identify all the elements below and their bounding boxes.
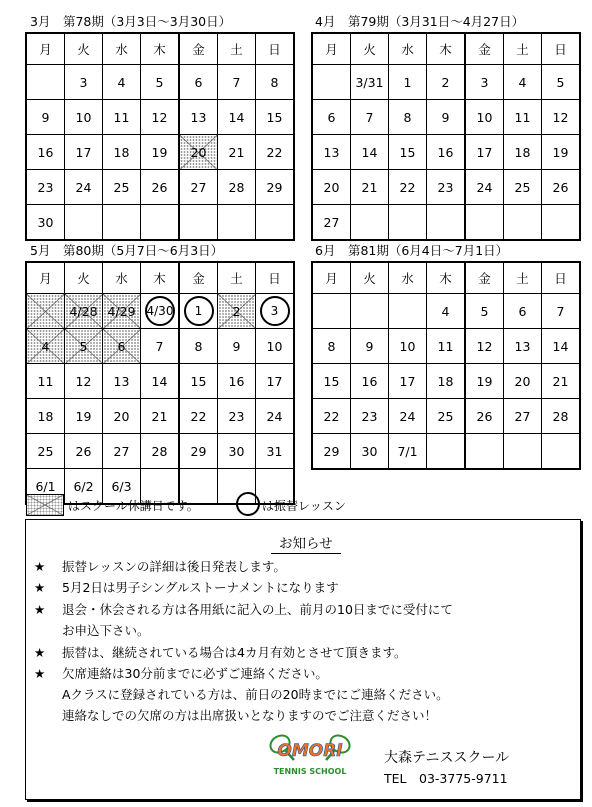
notice-item <box>34 666 328 682</box>
calendar-day <box>351 205 389 241</box>
calendar-day <box>465 434 504 470</box>
makeup-circle-icon <box>236 492 260 516</box>
weekday-header: 火 <box>65 262 103 294</box>
calendar-day: 17 <box>389 364 427 399</box>
notice-box <box>25 519 581 800</box>
calendar-week-row <box>312 135 580 170</box>
calendar-day: 16 <box>427 135 466 170</box>
weekday-header: 土 <box>218 33 256 65</box>
calendar-day: 24 <box>65 170 103 205</box>
calendar-title-june: 6月 第81期（6月4日～7月1日） <box>315 243 509 258</box>
calendar-day: 22 <box>256 135 295 170</box>
weekday-header: 火 <box>65 33 103 65</box>
star-icon: ★ <box>34 559 46 574</box>
calendar-day: 2 <box>427 65 466 100</box>
calendar-week-row <box>312 364 580 399</box>
makeup-day-circle: 3 <box>260 296 290 326</box>
calendar-day: 10 <box>465 100 504 135</box>
calendar-day: 14 <box>351 135 389 170</box>
weekday-header: 日 <box>542 33 581 65</box>
weekday-header: 土 <box>504 262 542 294</box>
calendar-week-row <box>26 434 294 469</box>
notice-item <box>34 580 339 596</box>
calendar-day: 26 <box>141 170 180 205</box>
weekday-header: 火 <box>351 33 389 65</box>
calendar-week-row <box>26 399 294 434</box>
calendar-day: 24 <box>389 399 427 434</box>
calendar-day: 15 <box>312 364 351 399</box>
calendar-day <box>26 65 65 100</box>
calendar-week-row <box>26 65 294 100</box>
calendar-day: 28 <box>218 170 256 205</box>
calendar-day: 20 <box>504 364 542 399</box>
logo-main-text: OMORI <box>277 741 343 761</box>
calendar-april <box>311 32 581 241</box>
calendar-day: 10 <box>256 329 295 364</box>
calendar-day: 9 <box>218 329 256 364</box>
calendar-day <box>542 434 581 470</box>
calendar-day: 25 <box>103 170 141 205</box>
calendar-day: 19 <box>65 399 103 434</box>
calendar-day: 10 <box>65 100 103 135</box>
calendar-day: 18 <box>504 135 542 170</box>
calendar-day: 10 <box>389 329 427 364</box>
calendar-day: 28 <box>542 399 581 434</box>
weekday-header: 金 <box>465 262 504 294</box>
calendar-day: 15 <box>179 364 218 399</box>
calendar-day: 17 <box>465 135 504 170</box>
calendar-march <box>25 32 295 241</box>
calendar-day: 4 <box>103 65 141 100</box>
calendar-week-row <box>26 364 294 399</box>
weekday-header: 金 <box>179 33 218 65</box>
notice-item-text: 振替レッスンの詳細は後日発表します。 <box>62 559 286 574</box>
calendar-day: 13 <box>312 135 351 170</box>
calendar-day: 26 <box>65 434 103 469</box>
calendar-day: 22 <box>389 170 427 205</box>
star-icon: ★ <box>34 645 46 660</box>
calendar-day <box>26 294 65 329</box>
weekday-header: 月 <box>26 262 65 294</box>
weekday-header: 月 <box>26 33 65 65</box>
calendar-day <box>179 294 218 329</box>
calendar-day: 13 <box>103 364 141 399</box>
calendar-day: 3 <box>65 65 103 100</box>
notice-item <box>34 623 150 639</box>
notice-item-text: お申込下さい。 <box>62 623 150 638</box>
calendar-week-row <box>312 294 580 329</box>
calendar-day: 18 <box>26 399 65 434</box>
notice-item <box>34 559 286 575</box>
notice-item-text: 5月2日は男子シングルストーナメントになります <box>62 580 339 595</box>
calendar-week-row <box>26 135 294 170</box>
calendar-day: 11 <box>103 100 141 135</box>
calendar-day: 5 <box>141 65 180 100</box>
calendar-day: 30 <box>218 434 256 469</box>
weekday-header: 日 <box>256 262 295 294</box>
weekday-header-row <box>312 262 580 294</box>
calendar-day: 18 <box>103 135 141 170</box>
calendar-day: 8 <box>312 329 351 364</box>
makeup-day-circle: 4/30 <box>145 296 175 326</box>
calendar-day: 19 <box>141 135 180 170</box>
calendar-day <box>504 434 542 470</box>
calendar-day: 6 <box>504 294 542 329</box>
calendar-day <box>542 205 581 241</box>
calendar-day: 27 <box>504 399 542 434</box>
notice-item <box>34 708 437 724</box>
calendar-day: 23 <box>351 399 389 434</box>
calendar-day <box>389 294 427 329</box>
calendar-day: 4 <box>26 329 65 364</box>
calendar-day <box>256 205 295 241</box>
calendar-day <box>351 294 389 329</box>
calendar-day: 31 <box>256 434 295 469</box>
calendar-day: 20 <box>179 135 218 170</box>
weekday-header: 木 <box>141 262 180 294</box>
calendar-week-row <box>26 329 294 364</box>
calendar-day: 7/1 <box>389 434 427 470</box>
calendar-day: 6 <box>179 65 218 100</box>
calendar-day: 6/1 <box>26 469 65 505</box>
weekday-header: 水 <box>103 33 141 65</box>
school-name: 大森テニススクール <box>384 750 510 766</box>
calendar-day: 14 <box>542 329 581 364</box>
notice-item-text: 振替は、継続されている場合は4カ月有効とさせて頂きます。 <box>62 645 407 660</box>
notice-item-text: Aクラスに登録されている方は、前日の20時までにご連絡ください。 <box>62 687 449 702</box>
calendar-day: 7 <box>351 100 389 135</box>
calendar-day <box>141 294 180 329</box>
legend-holiday-text: はスクール休講日です。 <box>68 499 199 513</box>
calendar-day <box>465 205 504 241</box>
calendar-day: 15 <box>256 100 295 135</box>
weekday-header: 水 <box>389 33 427 65</box>
calendar-day: 22 <box>312 399 351 434</box>
calendar-day: 7 <box>141 329 180 364</box>
calendar-day: 6 <box>312 100 351 135</box>
calendar-day: 14 <box>141 364 180 399</box>
weekday-header: 月 <box>312 262 351 294</box>
calendar-day: 14 <box>218 100 256 135</box>
calendar-day: 19 <box>465 364 504 399</box>
calendar-week-row <box>312 205 580 241</box>
calendar-day <box>65 205 103 241</box>
calendar-day: 27 <box>103 434 141 469</box>
school-tel: TEL 03-3775-9711 <box>384 771 508 786</box>
calendar-day: 11 <box>427 329 466 364</box>
legend-makeup-text: は振替レッスン <box>262 499 346 513</box>
calendar-day: 29 <box>179 434 218 469</box>
logo-sub-text: TENNIS SCHOOL <box>273 767 347 776</box>
calendar-day: 23 <box>218 399 256 434</box>
notice-title: お知らせ <box>271 532 341 554</box>
calendar-day: 26 <box>542 170 581 205</box>
calendar-week-row <box>312 100 580 135</box>
weekday-header: 日 <box>256 33 295 65</box>
calendar-week-row <box>312 434 580 470</box>
calendar-day: 30 <box>26 205 65 241</box>
calendar-day: 19 <box>542 135 581 170</box>
calendar-day: 5 <box>542 65 581 100</box>
calendar-day: 4/28 <box>65 294 103 329</box>
notice-item <box>34 687 449 703</box>
calendar-may <box>25 261 295 505</box>
calendar-day: 9 <box>351 329 389 364</box>
makeup-day-circle: 1 <box>184 296 214 326</box>
calendar-day: 9 <box>26 100 65 135</box>
calendar-day: 27 <box>312 205 351 241</box>
calendar-day: 12 <box>542 100 581 135</box>
calendar-day: 21 <box>351 170 389 205</box>
calendar-day: 6/3 <box>103 469 141 505</box>
calendar-day: 29 <box>256 170 295 205</box>
calendar-day <box>427 434 466 470</box>
calendar-day: 2 <box>218 294 256 329</box>
weekday-header: 土 <box>504 33 542 65</box>
calendar-day: 5 <box>65 329 103 364</box>
calendar-week-row <box>26 100 294 135</box>
calendar-day: 17 <box>256 364 295 399</box>
calendar-day: 29 <box>312 434 351 470</box>
calendar-june <box>311 261 581 470</box>
notice-item <box>34 602 453 618</box>
calendar-day: 1 <box>389 65 427 100</box>
calendar-week-row <box>26 294 294 329</box>
calendar-day: 4 <box>427 294 466 329</box>
calendar-day: 12 <box>141 100 180 135</box>
calendar-week-row <box>312 170 580 205</box>
calendar-day: 4/29 <box>103 294 141 329</box>
calendar-day: 11 <box>26 364 65 399</box>
calendar-day: 3 <box>465 65 504 100</box>
calendar-day: 23 <box>26 170 65 205</box>
star-icon: ★ <box>34 580 46 595</box>
calendar-day: 11 <box>504 100 542 135</box>
weekday-header-row <box>26 262 294 294</box>
calendar-week-row <box>26 205 294 241</box>
calendar-day <box>312 294 351 329</box>
calendar-day: 9 <box>427 100 466 135</box>
calendar-day <box>141 205 180 241</box>
calendar-day: 8 <box>389 100 427 135</box>
calendar-day: 3/31 <box>351 65 389 100</box>
notice-item-text: 連絡なしでの欠席の方は出席扱いとなりますのでご注意ください！ <box>62 708 438 723</box>
calendar-day: 13 <box>179 100 218 135</box>
calendar-day: 7 <box>542 294 581 329</box>
calendar-day: 24 <box>256 399 295 434</box>
calendar-day: 30 <box>351 434 389 470</box>
weekday-header: 火 <box>351 262 389 294</box>
calendar-day <box>504 205 542 241</box>
calendar-day: 12 <box>465 329 504 364</box>
calendar-day: 21 <box>141 399 180 434</box>
weekday-header: 木 <box>427 33 466 65</box>
weekday-header: 金 <box>465 33 504 65</box>
calendar-title-may: 5月 第80期（5月7日～6月3日） <box>30 243 224 258</box>
calendar-day <box>389 205 427 241</box>
weekday-header: 水 <box>389 262 427 294</box>
holiday-swatch <box>26 494 64 516</box>
weekday-header: 木 <box>141 33 180 65</box>
calendar-day: 6/2 <box>65 469 103 505</box>
weekday-header-row <box>26 33 294 65</box>
calendar-day: 26 <box>465 399 504 434</box>
calendar-day: 27 <box>179 170 218 205</box>
calendar-day <box>103 205 141 241</box>
calendar-day: 15 <box>389 135 427 170</box>
calendar-day: 16 <box>351 364 389 399</box>
calendar-title-march: 3月 第78期（3月3日～3月30日） <box>30 14 232 29</box>
calendar-day: 22 <box>179 399 218 434</box>
notice-item-text: 退会・休会される方は各用紙に記入の上、前月の10日までに受付にて <box>62 602 453 617</box>
weekday-header: 金 <box>179 262 218 294</box>
calendar-title-april: 4月 第79期（3月31日～4月27日） <box>315 14 525 29</box>
calendar-day <box>427 205 466 241</box>
calendar-day: 21 <box>542 364 581 399</box>
notice-item <box>34 645 406 661</box>
calendar-day: 23 <box>427 170 466 205</box>
calendar-day: 20 <box>103 399 141 434</box>
calendar-day: 12 <box>65 364 103 399</box>
weekday-header-row <box>312 33 580 65</box>
notice-item-text: 欠席連絡は30分前までに必ずご連絡ください。 <box>62 666 328 681</box>
weekday-header: 日 <box>542 262 581 294</box>
calendar-day: 25 <box>427 399 466 434</box>
calendar-week-row <box>312 399 580 434</box>
calendar-day: 24 <box>465 170 504 205</box>
calendar-day: 25 <box>26 434 65 469</box>
calendar-day: 16 <box>218 364 256 399</box>
calendar-day <box>312 65 351 100</box>
calendar-week-row <box>312 65 580 100</box>
calendar-day <box>179 205 218 241</box>
calendar-day: 17 <box>65 135 103 170</box>
calendar-day: 20 <box>312 170 351 205</box>
calendar-day <box>256 294 295 329</box>
calendar-week-row <box>26 170 294 205</box>
calendar-day: 4 <box>504 65 542 100</box>
calendar-week-row <box>312 329 580 364</box>
calendar-day: 25 <box>504 170 542 205</box>
calendar-day: 16 <box>26 135 65 170</box>
weekday-header: 水 <box>103 262 141 294</box>
calendar-day: 5 <box>465 294 504 329</box>
star-icon: ★ <box>34 602 46 617</box>
weekday-header: 月 <box>312 33 351 65</box>
omori-tennis-school-logo <box>264 730 356 780</box>
calendar-day: 13 <box>504 329 542 364</box>
calendar-day: 18 <box>427 364 466 399</box>
calendar-day: 28 <box>141 434 180 469</box>
calendar-day: 8 <box>179 329 218 364</box>
weekday-header: 木 <box>427 262 466 294</box>
calendar-day: 8 <box>256 65 295 100</box>
star-icon: ★ <box>34 666 46 681</box>
calendar-day: 6 <box>103 329 141 364</box>
calendar-day: 7 <box>218 65 256 100</box>
calendar-day: 21 <box>218 135 256 170</box>
weekday-header: 土 <box>218 262 256 294</box>
calendar-day <box>218 205 256 241</box>
